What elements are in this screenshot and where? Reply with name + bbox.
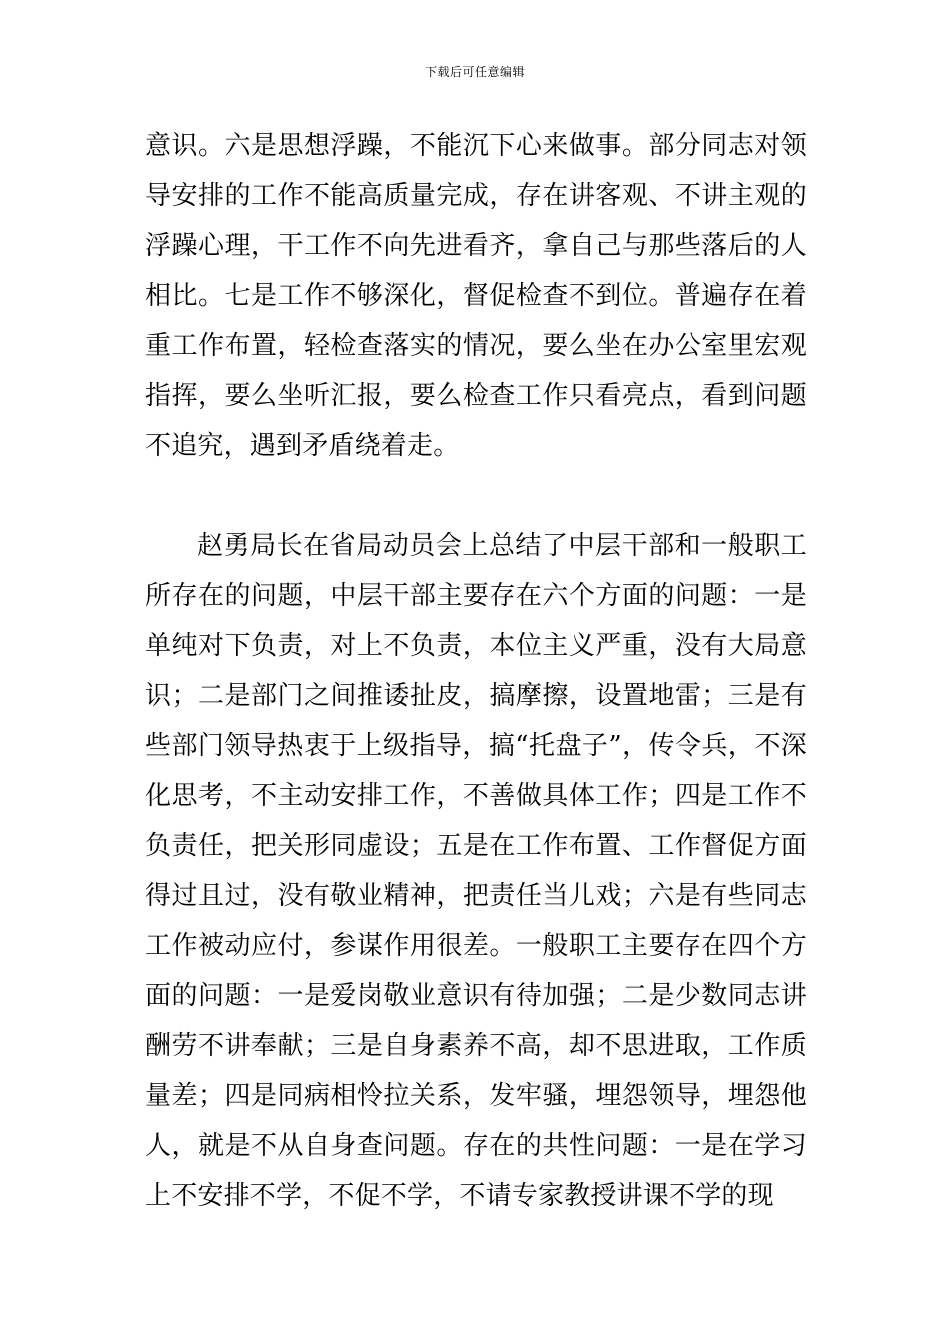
paragraph-spacer [145,471,807,521]
paragraph-problems-summary: 赵勇局长在省局动员会上总结了中层干部和一般职工所存在的问题，中层干部主要存在六个方面的问题：一是单纯对下负责，对上不负责，本位主义严重，没有大局意识；二是部门之间推诿扯皮，搞摩擦，设置地雷；三是有些部门领导热衷于上级指导，搞“托盘子”，传令兵，不深化思考，不主动安排工作，不善做具体工作；四是工作不负责任，把关形同虚设；五是在工作布置、工作督促方面得过且过，没有敬业精神，把责任当儿戏；六是有些同志工作被动应付，参谋作用很差。一般职工主要存在四个方面的问题：一是爱岗敬业意识有待加强；二是少数同志讲酬劳不讲奉献；三是自身素养不高，却不思进取，工作质量差；四是同病相怜拉关系，发牢骚，埋怨领导，埋怨他人，就是不从自身查问题。存在的共性问题：一是在学习上不安排不学，不促不学，不请专家教授讲课不学的现 [145,531,807,1211]
document-body [145,121,807,1221]
paragraph-continued: 意识。六是思想浮躁，不能沉下心来做事。部分同志对领导安排的工作不能高质量完成，存在讲客观、不讲主观的浮躁心理，干工作不向先进看齐，拿自己与那些落后的人相比。七是工作不够深化，督促检查不到位。普遍存在着重工作布置，轻检查落实的情况，要么坐在办公室里宏观指挥，要么坐听汇报，要么检查工作只看亮点，看到问题不追究，遇到矛盾绕着走。 [145,131,807,461]
page-header: 下载后可任意编辑 [424,65,525,79]
